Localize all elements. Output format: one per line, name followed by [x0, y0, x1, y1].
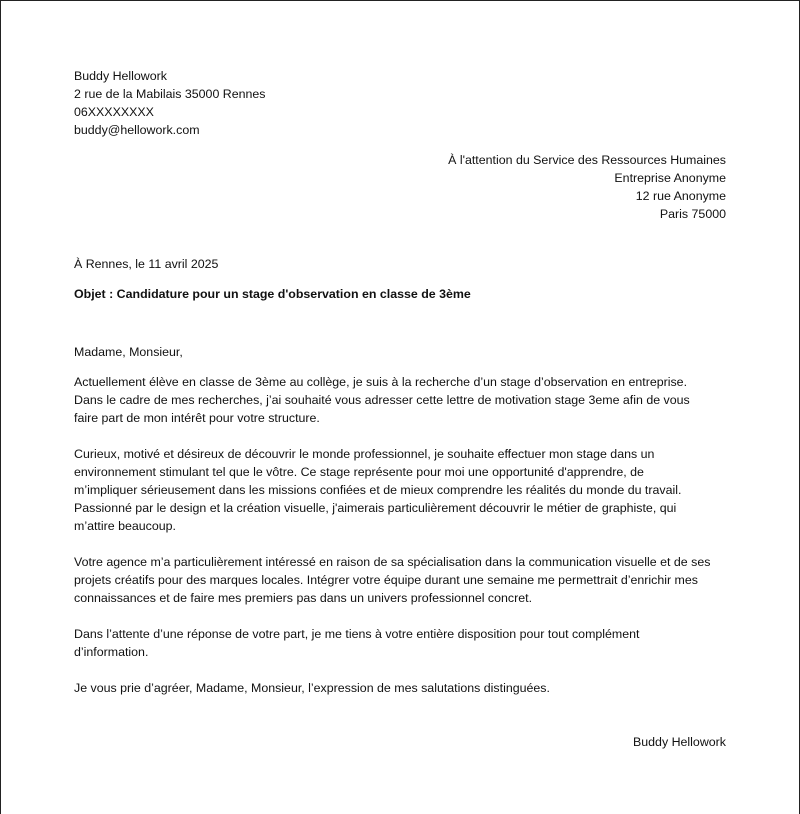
paragraph-line: Dans l’attente d’une réponse de votre part, je me tiens à votre entière disposition pour tout complément: [74, 627, 640, 641]
paragraph-4: [74, 625, 726, 661]
paragraph-line: Je vous prie d’agréer, Madame, Monsieur, l’expression de mes salutations distinguées.: [74, 681, 550, 695]
paragraph-line: environnement stimulant tel que le vôtre. Ce stage représente pour moi une opportunité d'apprendre, de: [74, 465, 644, 479]
paragraph-3: [74, 553, 726, 607]
date-line: À Rennes, le 11 avril 2025: [74, 257, 219, 271]
recipient-company: Entreprise Anonyme: [614, 171, 726, 185]
paragraph-line: m’impliquer sérieusement dans les missions confiées et de mieux comprendre les réalités du monde du travail.: [74, 483, 682, 497]
recipient-block: [74, 151, 726, 223]
paragraph-5: [74, 679, 726, 697]
subject-line: Objet : Candidature pour un stage d'observation en classe de 3ème: [74, 287, 471, 301]
recipient-city: Paris 75000: [659, 207, 726, 221]
paragraph-line: Votre agence m’a particulièrement intéressé en raison de sa spécialisation dans la communication visuelle et de ses: [74, 555, 711, 569]
paragraph-line: projets créatifs pour des marques locales. Intégrer votre équipe durant une semaine me permettrait d’enrichir mes: [74, 573, 698, 587]
sender-address: 2 rue de la Mabilais 35000 Rennes: [74, 87, 266, 101]
paragraph-line: connaissances et de faire mes premiers pas dans un univers professionnel concret.: [74, 591, 533, 605]
paragraph-2: [74, 445, 726, 535]
paragraph-line: m’attire beaucoup.: [74, 519, 176, 533]
paragraph-1: [74, 373, 726, 427]
sender-phone: 06XXXXXXXX: [74, 105, 154, 119]
paragraph-line: Passionné par le design et la création visuelle, j'aimerais particulièrement découvrir le métier de graphiste, qui: [74, 501, 677, 515]
sender-name: Buddy Hellowork: [74, 69, 167, 83]
paragraph-line: Dans le cadre de mes recherches, j’ai souhaité vous adresser cette lettre de motivation stage 3eme afin de vous: [74, 393, 690, 407]
paragraph-line: Curieux, motivé et désireux de découvrir le monde professionnel, je souhaite effectuer mon stage dans un: [74, 447, 655, 461]
paragraph-line: d’information.: [74, 645, 149, 659]
sender-email: buddy@hellowork.com: [74, 123, 200, 137]
paragraph-line: faire part de mon intérêt pour votre structure.: [74, 411, 320, 425]
paragraph-line: Actuellement élève en classe de 3ème au collège, je suis à la recherche d’un stage d’observation en entreprise.: [74, 375, 688, 389]
recipient-street: 12 rue Anonyme: [635, 189, 726, 203]
recipient-attention: À l'attention du Service des Ressources Humaines: [448, 153, 726, 167]
salutation: Madame, Monsieur,: [74, 345, 183, 359]
signature: Buddy Hellowork: [633, 735, 726, 749]
sender-block: [74, 67, 726, 139]
